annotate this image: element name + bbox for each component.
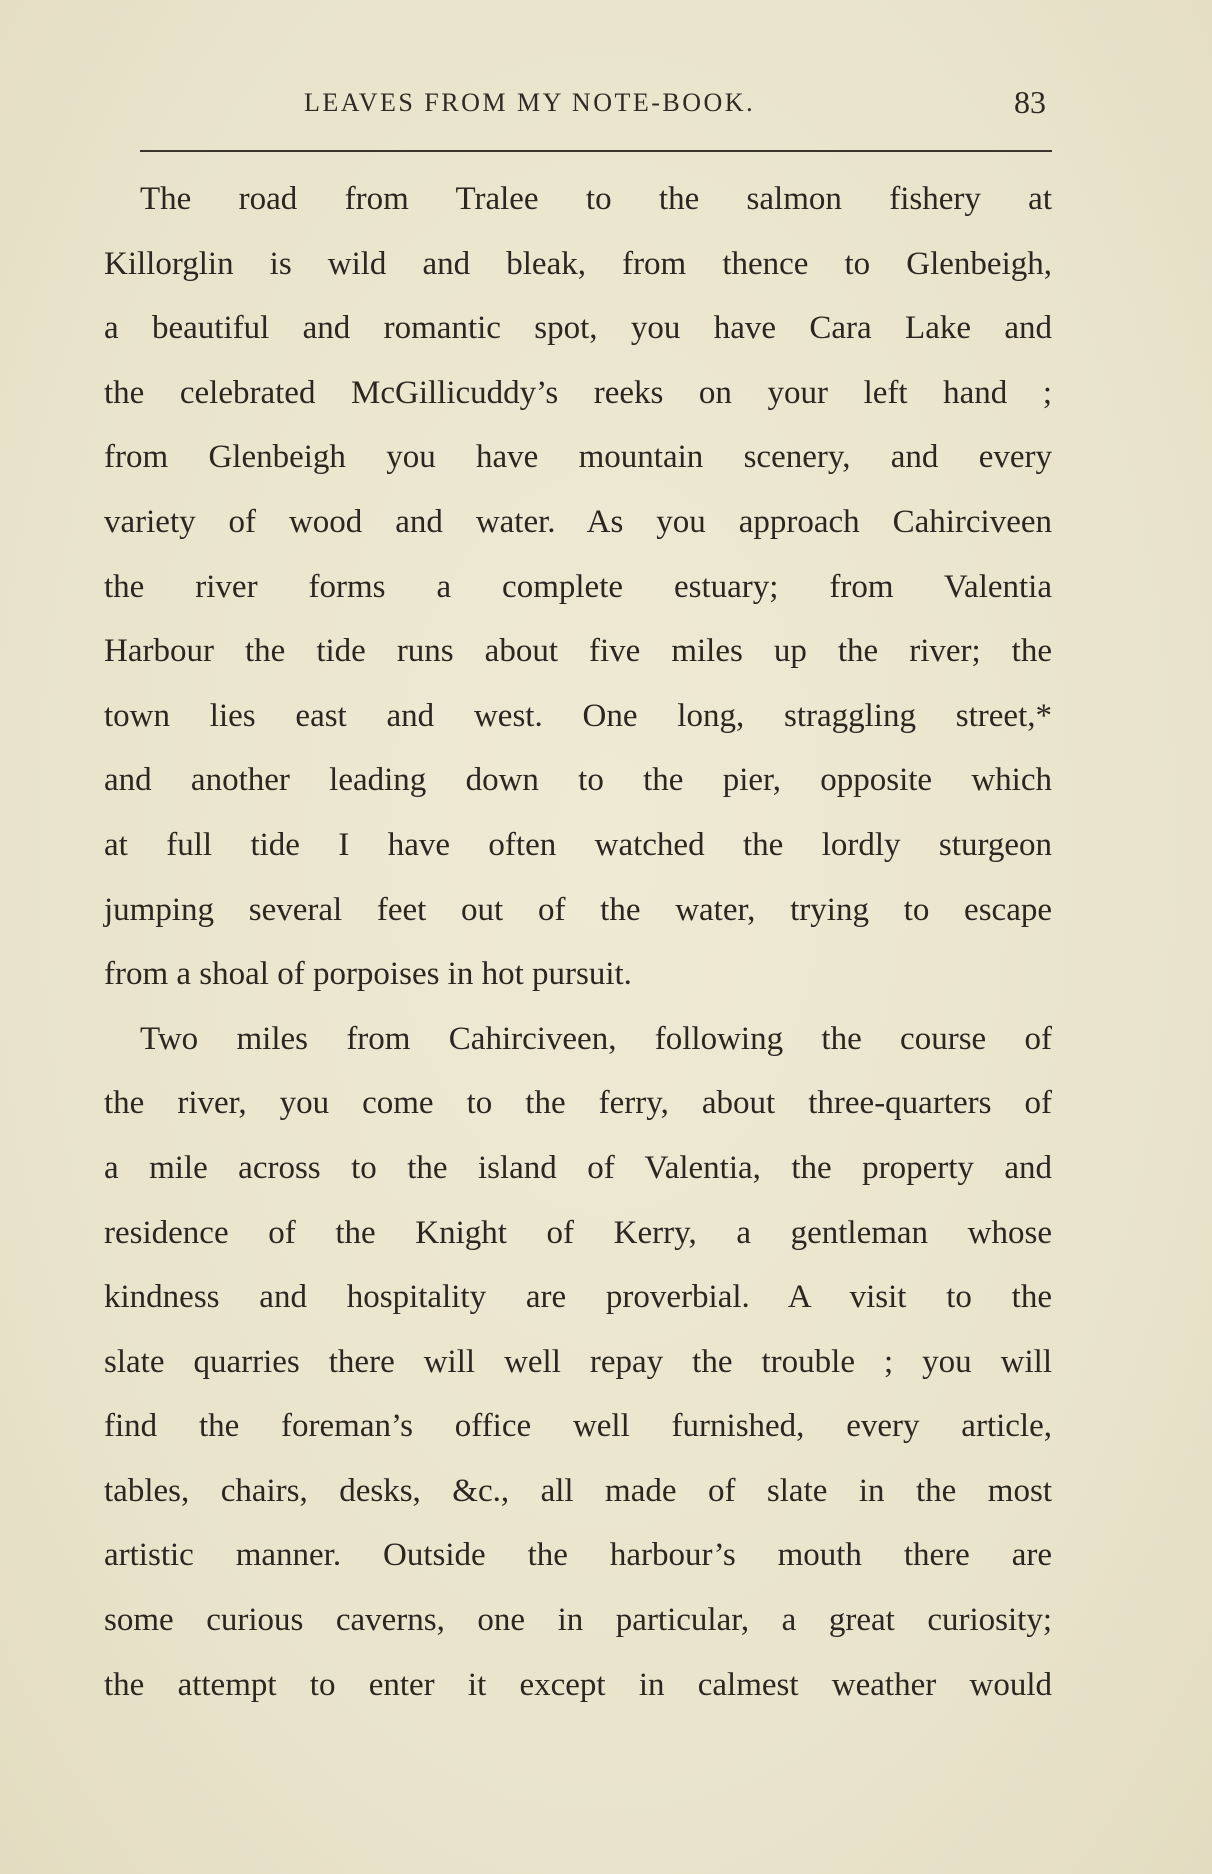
text-line: at full tide I have often watched the lordly sturgeon — [104, 826, 1052, 863]
text-line: the river forms a complete estuary; from Valentia — [104, 568, 1052, 605]
text-line: town lies east and west. One long, straggling street,* — [104, 697, 1052, 734]
text-line: and another leading down to the pier, opposite which — [104, 762, 1052, 799]
text-line: the river, you come to the ferry, about three-quarters of — [104, 1085, 1052, 1122]
text-line: the celebrated McGillicuddy’s reeks on your left hand ; — [104, 374, 1052, 411]
text-line: a mile across to the island of Valentia, the property and — [104, 1149, 1052, 1186]
text-line: jumping several feet out of the water, trying to escape — [104, 891, 1052, 928]
text-line: variety of wood and water. As you approach Cahirciveen — [104, 503, 1052, 540]
page-number: 83 — [1014, 84, 1046, 120]
body-text — [104, 167, 1052, 1717]
text-line: The road from Tralee to the salmon fishery at — [140, 181, 1052, 217]
running-head: LEAVES FROM MY NOTE-BOOK. — [304, 88, 756, 117]
paragraph-1 — [104, 167, 1052, 1007]
paragraph-2 — [104, 1007, 1052, 1718]
text-line: Two miles from Cahirciveen, following the course of — [140, 1020, 1052, 1057]
text-line: from Glenbeigh you have mountain scenery, and every — [104, 439, 1052, 476]
text-line: some curious caverns, one in particular, a great curiosity; — [104, 1602, 1052, 1639]
text-line: Harbour the tide runs about five miles up the river; the — [104, 633, 1052, 670]
text-line: find the foreman’s office well furnished, every article, — [104, 1408, 1052, 1445]
text-line: a beautiful and romantic spot, you have Cara Lake and — [104, 310, 1052, 347]
text-line: Killorglin is wild and bleak, from thence to Glenbeigh, — [104, 245, 1052, 282]
text-line: artistic manner. Outside the harbour’s mouth there are — [104, 1537, 1052, 1574]
text-line: from a shoal of porpoises in hot pursuit. — [104, 956, 632, 993]
text-line: tables, chairs, desks, &c., all made of slate in the most — [104, 1472, 1052, 1509]
page-header — [104, 84, 1052, 128]
text-line: kindness and hospitality are proverbial. A visit to the — [104, 1279, 1052, 1316]
text-line: the attempt to enter it except in calmest weather would — [104, 1666, 1052, 1703]
text-line: slate quarries there will well repay the trouble ; you will — [104, 1343, 1052, 1380]
text-line: residence of the Knight of Kerry, a gentleman whose — [104, 1214, 1052, 1251]
header-rule — [140, 150, 1052, 152]
